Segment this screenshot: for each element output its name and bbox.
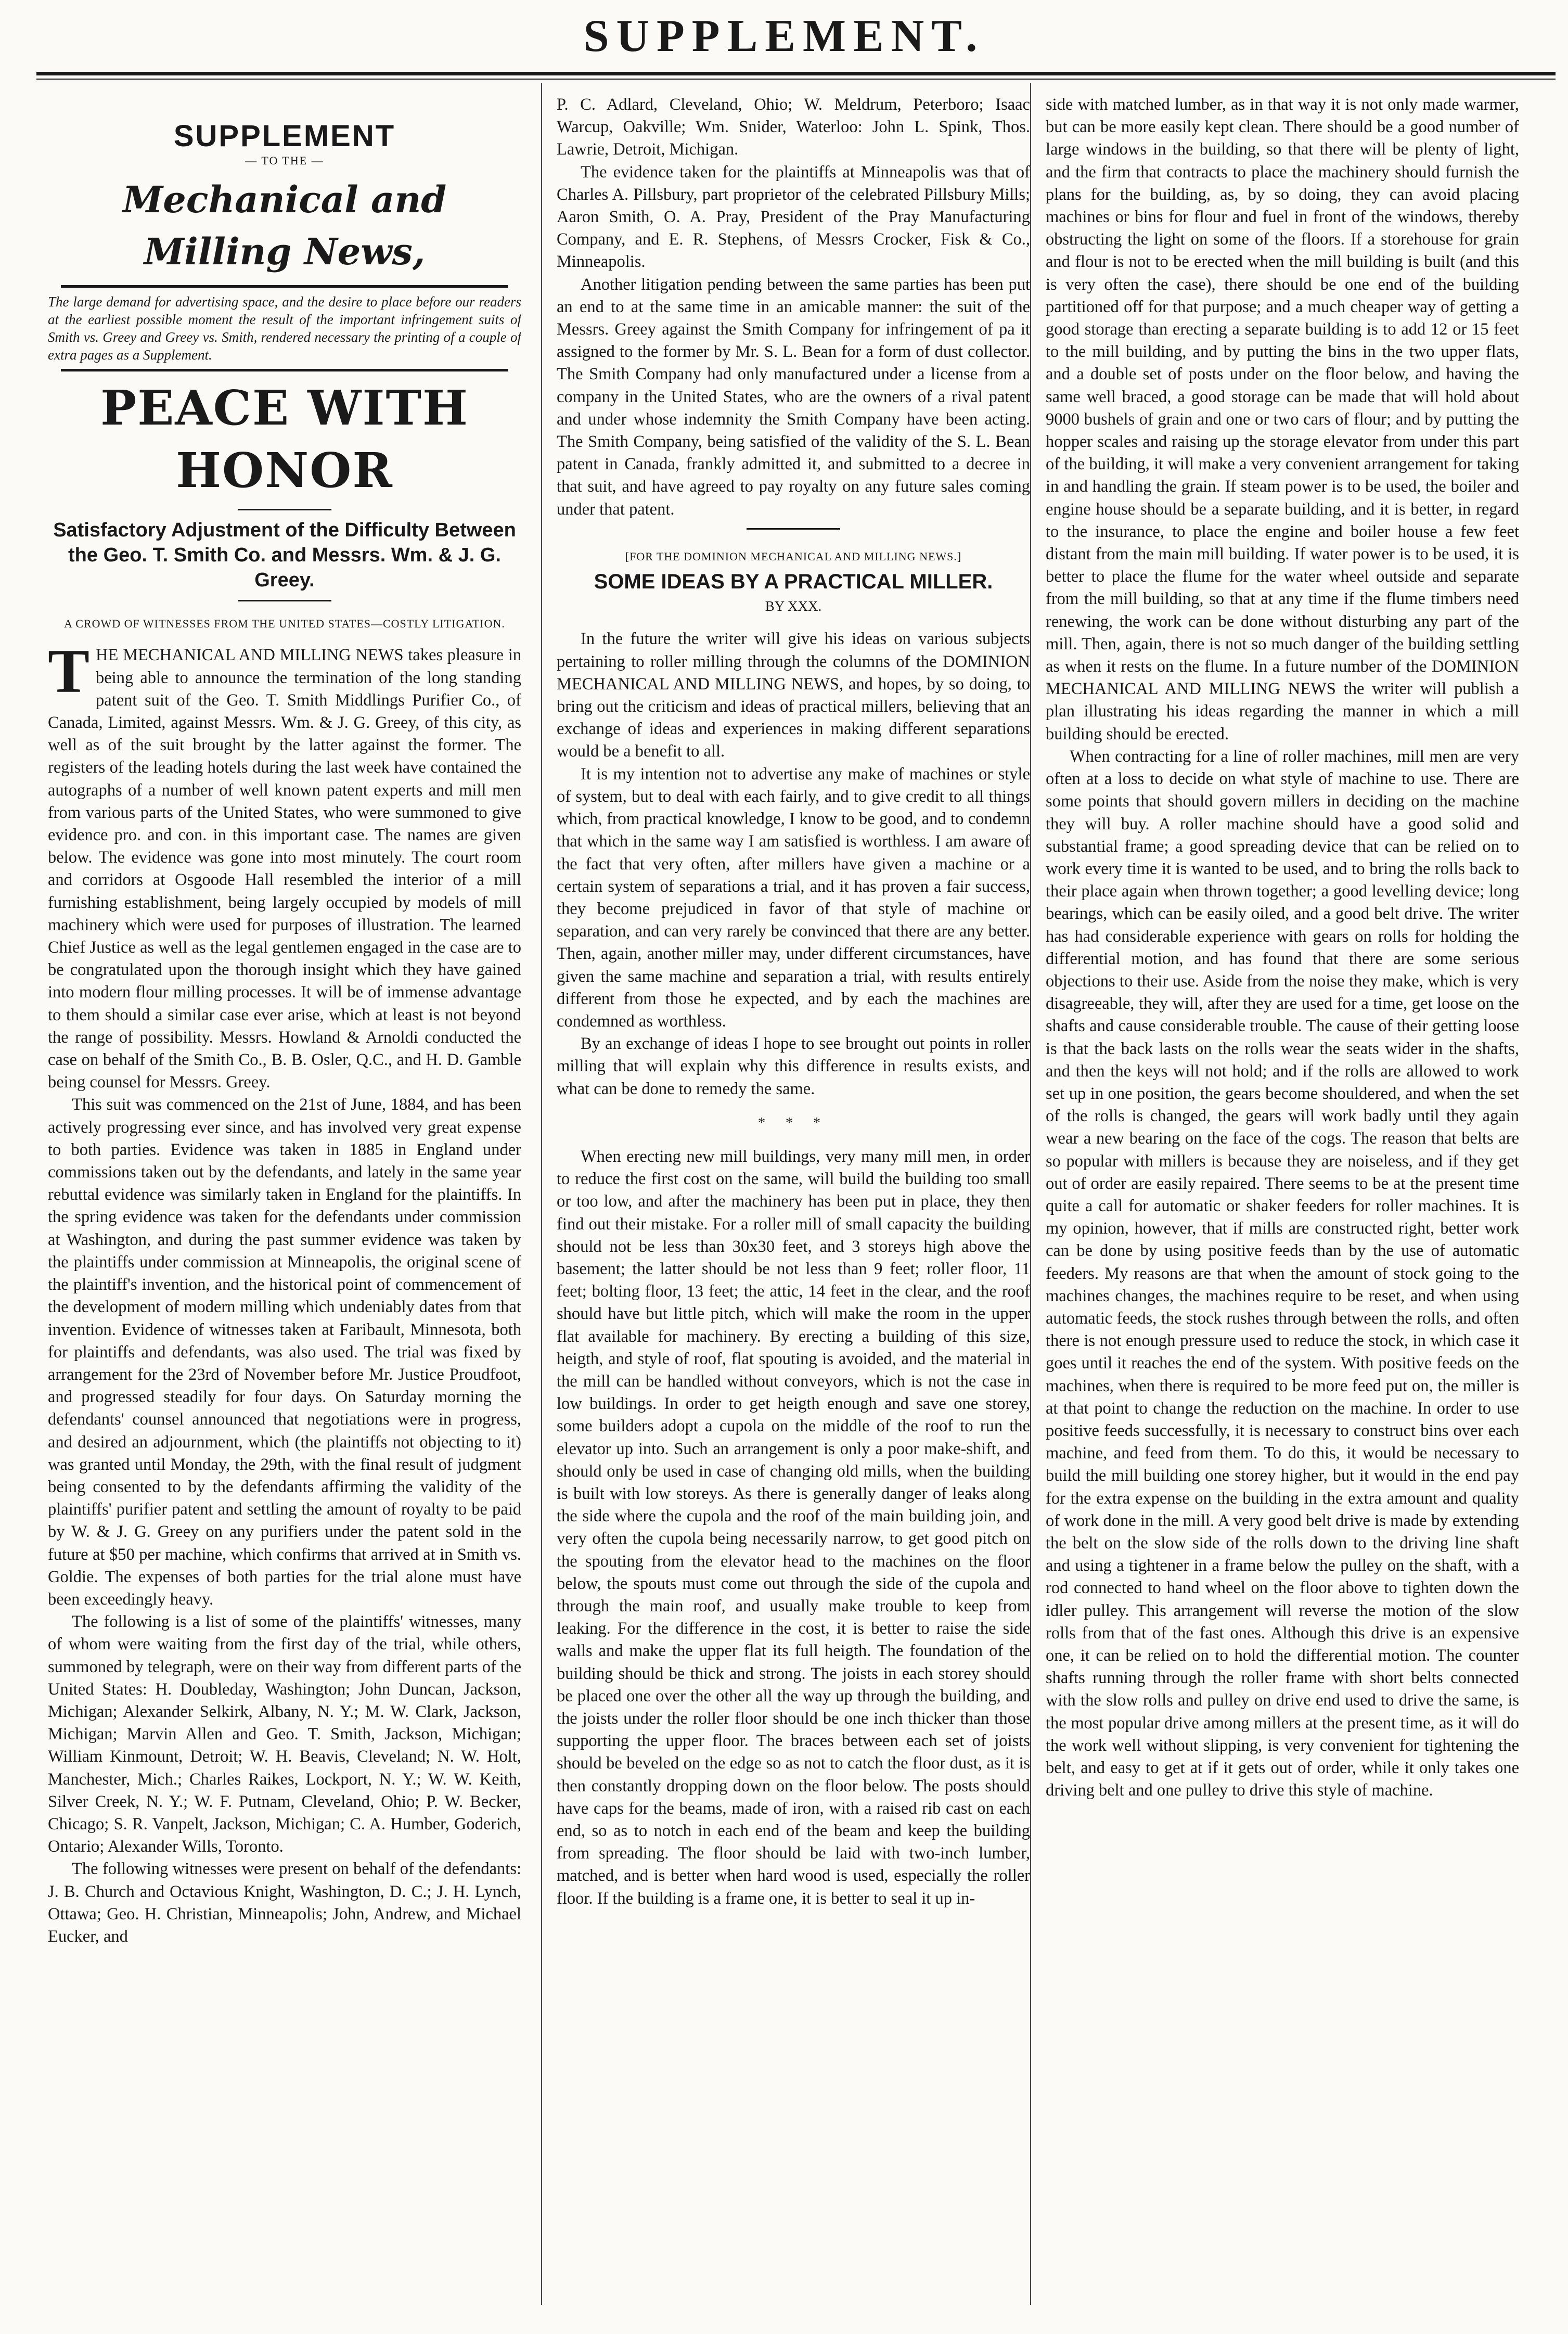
section-deck: A CROWD OF WITNESSES FROM THE UNITED STATES—COSTLY LITIGATION.	[64, 617, 505, 631]
article-paragraph: It is my intention not to advertise any make of machines or style of system, but to deal with each fairly, and to give credit to all things which, from practical knowledge, I know to be good, and to condemn that which in the same way I am satisfied is worthless. I am aware of the fact that very often, after millers have given a machine or a certain system of separations a trial, and it has proven a fair success, they become prejudiced in favor of that style of machine or separation, and can very rarely be convinced that there are any better. Then, again, another miller may, under different circumstances, have given the same machine and separation a trial, with results entirely different from those he expected, and by each the machines are condemned as worthless.	[557, 764, 1030, 1031]
column-divider	[1030, 83, 1031, 2305]
section-break: * * *	[758, 1114, 829, 1131]
divider	[747, 528, 840, 530]
subheadline: Satisfactory Adjustment of the Difficulty Between the Geo. T. Smith Co. and Messrs. Wm. & J. G. Greey.	[53, 519, 516, 592]
article-paragraph: Another litigation pending between the same parties has been put an end to at the same time in an amicable manner: the suit of the Messrs. Greey against the Smith Company for infringement of pa it assigned to the former by Mr. S. L. Bean for a form of dust collector. The Smith Company had only manufactured under a license from a company in the United States, who are the owners of a rival patent and under whose indemnity the Smith Company have been acting. The Smith Company, being satisfied of the validity of the S. L. Bean patent in Canada, frankly admitted it, and submitted to a decree in that suit, and have agreed to pay royalty on any future sales coming under that patent.	[557, 275, 1030, 519]
article-paragraph: side with matched lumber, as in that way it is not only made warmer, but can be more easily kept clean. There should be a good number of large windows in the building, so that there will be plenty of light, and the firm that contracts to place the machinery should furnish the plans for the building, as, by so doing, they can avoid placing machines or bins for flour and fuel in front of the windows, thereby obstructing the light on some of the floors. If a storehouse for grain and flour is not to be erected when the mill building is built (and this is very often the case), there should be one end of the building partitioned off for that purpose; and a much cheaper way of getting a good storage than erecting a separate building is to add 12 or 15 feet to the mill building, and by putting the bins in the two upper flats, and a double set of posts under on the floor below, and having the same well braced, a good storage can be made that will hold about 9000 bushels of grain and one or two cars of flour; and by putting the hopper scales and raising up the storage elevator from under this part of the building, it will make a very convenient arrangement for taking in and handling the grain. If steam power is to be used, the boiler and engine house should be a separate building, and it is better, in regard to the insurance, to place the engine and boiler house a few feet distant from the main mill building. If water power is to be used, it is better to place the flume for the water wheel outside and separate from the mill building, so that at any time if the flume timbers need renewing, the work can be done without disturbing any part of the mill. Then, again, there is not so much danger of the building settling as when it rests on the flume. In a future number of the DOMINION MECHANICAL AND MILLING NEWS the writer will publish a plan illustrating his ideas regarding the manner in which a mill building should be erected.	[1046, 95, 1519, 743]
column-1	[48, 94, 521, 2300]
masthead-rule	[36, 72, 1556, 75]
supplement-notice: The large demand for advertising space, and the desire to place before our readers at the earliest possible moment the result of the important infringement suits of Smith vs. Greey and Greey vs. Smith, rendered necessary the printing of a couple of extra pages as a Supplement.	[48, 294, 521, 363]
headline: PEACE WITH HONOR	[100, 380, 469, 499]
masthead-rule-thin	[36, 79, 1556, 80]
divider	[61, 285, 508, 288]
column-3	[1046, 94, 1519, 2300]
masthead: SUPPLEMENT.	[583, 11, 985, 61]
byline: BY XXX.	[765, 598, 822, 614]
drop-cap: T	[48, 636, 90, 706]
article-paragraph: The following witnesses were present on behalf of the defendants: J. B. Church and Octavious Knight, Washington, D. C.; J. H. Lynch, Ottawa; Geo. H. Christian, Minneapolis; John, Andrew, and Michael Eucker, and	[48, 1859, 521, 1946]
article-paragraph: This suit was commenced on the 21st of June, 1884, and has been actively progressing ever since, and has involved very great expense to both parties. Evidence was taken in 1885 in England under commissions taken out by the defendants, and lately in the same year rebuttal evidence was similarly taken in England for the plaintiffs. In the spring evidence was taken for the defendants under commission at Washington, and during the past summer evidence was taken by the plaintiffs under commission at Minneapolis, the original scene of the plaintiff's invention, and the historical point of commencement of the development of modern milling which undeniably dates from that invention. Evidence of witnesses taken at Faribault, Minnesota, both for plaintiffs and defendants, was also used. The trial was fixed by arrangement for the 23rd of November before Mr. Justice Proudfoot, and progressed steadily for four days. On Saturday morning the defendants' counsel announced that negotiations were in progress, and desired an adjournment, which (the plaintiffs not objecting to it) was granted until Monday, the 29th, with the final result of judgment being consented to by the defendants affirming the validity of the plaintiffs' purifier patent and settling the amount of royalty to be paid by W. & J. G. Greey on any purifiers under the patent sold in the future at $50 per machine, which confirms that arrived at in Smith vs. Goldie. The expenses of both parties for the trial alone must have been exceedingly heavy.	[48, 1095, 521, 1609]
to-the-label: — TO THE —	[245, 154, 324, 168]
divider	[238, 600, 331, 601]
article-paragraph: P. C. Adlard, Cleveland, Ohio; W. Meldrum, Peterboro; Isaac Warcup, Oakville; Wm. Snider, Waterloo: John L. Spink, Thos. Lawrie, Detroit, Michigan.	[557, 95, 1030, 159]
column-divider	[541, 83, 542, 2305]
article-paragraph: By an exchange of ideas I hope to see brought out points in roller milling that will explain why this difference in results exists, and what can be done to remedy the same.	[557, 1034, 1030, 1098]
article-paragraph: The following is a list of some of the plaintiffs' witnesses, many of whom were waiting from the first day of the trial, while others, summoned by telegraph, were on their way from different parts of the United States: H. Doubleday, Washington; John Duncan, Jackson, Michigan; Alexander Selkirk, Albany, N. Y.; M. W. Clark, Jackson, Michigan; Marvin Allen and Geo. T. Smith, Jackson, Michigan; William Kinmount, Detroit; W. H. Beavis, Cleveland; N. W. Holt, Manchester, Mich.; Charles Raikes, Lockport, N. Y.; W. W. Keith, Silver Creek, N. Y.; W. F. Putnam, Cleveland, Ohio; P. W. Becker, Chicago; S. R. Vanpelt, Jackson, Michigan; C. A. Humber, Goderich, Ontario; Alexander Wills, Toronto.	[48, 1612, 521, 1856]
article-paragraph: The evidence taken for the plaintiffs at Minneapolis was that of Charles A. Pillsbury, part proprietor of the celebrated Pillsbury Mills; Aaron Smith, O. A. Pray, President of the Pray Manufacturing Company, and E. R. Stephens, of Messrs Crocker, Fisk & Co., Minneapolis.	[557, 162, 1030, 272]
article-paragraph: When erecting new mill buildings, very many mill men, in order to reduce the first cost on the same, will build the building too small or too low, and after the machinery has been put in place, they then find out their mistake. For a roller mill of small capacity the building should not be less than 30x30 feet, and 3 storeys high above the basement; the latter should be not less than 9 feet; roller floor, 11 feet; bolting floor, 13 feet; the attic, 14 feet in the clear, and the roof should have but little pitch, which will make the room in the upper flat available for machinery. By erecting a building of this size, heigth, and style of roof, flat spouting is avoided, and the material in the mill can be handled without conveyors, which is not the case in low buildings. In order to get heigth enough and save one storey, some builders adopt a cupola on the middle of the roof to run the elevator up into. Such an arrangement is only a poor make-shift, and should only be used in case of changing old mills, when the building is built with low storeys. As there is generally danger of leaks along the side where the cupola and the roof of the main building join, and very often the cupola being necessarily narrow, to get good pitch on the spouting from the elevator head to the machines on the floor below, the spouts must come out through the side of the cupola and through the main roof, and usually make trouble to keep from leaking. For the difference in the cost, it is better to raise the side walls and make the upper flat its full heigth. The foundation of the building should be thick and strong. The joists in each storey should be placed one over the other all the way up through the building, and the joists under the roller floor should be one inch thicker than those supporting the upper floor. The braces between each set of joists should be beveled on the edge so as not to catch the floor dust, as it is then constantly dropping down on the floor below. The posts should have caps for the beams, made of iron, with a raised rib cast on each end, so as to notch in each end of the beam and keep the building from spreading. The floor should be laid with two-inch lumber, matched, and is better when hard wood is used, especially the roller floor. If the building is a frame one, it is better to seal it up in-	[557, 1147, 1030, 1908]
column-2	[557, 94, 1030, 2300]
article-source-line: [FOR THE DOMINION MECHANICAL AND MILLING NEWS.]	[625, 549, 962, 563]
article-paragraph: When contracting for a line of roller machines, mill men are very often at a loss to decide on what style of machine to use. There are some points that should govern millers in deciding on the machine they will buy. A roller machine should have a good solid and substantial frame; a good spreading device that can be relied on to work every time it is wanted to be used, and to bring the rolls back to their place again when thrown together; a good levelling device; long bearings, which can be easily oiled, and a good belt drive. The writer has had considerable experience with gears on rolls for holding the differential motion, and has found that there are some serious objections to their use. Aside from the noise they make, which is very disagreeable, they will, after they are used for a time, get loose on the shafts and cause considerable trouble. The cause of their getting loose is that the back lasts on the rolls wear the seats wider in the shafts, and then the keys will not hold; and if the rolls are allowed to work set up in one position, the gears become shouldered, and when the set of the rolls is changed, the gears will work badly until they again wear a new bearing on the face of the cogs. The reason that belts are so popular with millers is because they are noiseless, and if they get out of order are easily repaired. There seems to be at the present time quite a call for automatic or shaker feeders for roller machines. It is my opinion, however, that if mills are constructed right, better work can be done by using positive feeds than by the use of automatic feeders. My reasons are that when the amount of stock going to the machines changes, the machines require to be reset, and when using automatic feeds, the stock rushes through between the rolls, and often there is not enough pressure used to reduce the stock, in which case it goes until it reaches the end of the system. With positive feeds on the machines, when there is required to be more feed put on, the miller is at that point to change the reduction on the machine. In order to use positive feeds successfully, it is necessary to construct bins over each machine, and feed from them. To do this, it would be necessary to build the mill building one storey higher, but it would in the end pay for the extra expense on the building in the extra amount and quality of work done in the mill. A very good belt drive is made by extending the belt on the slow side of the rolls down to the driving line shaft and using a tightener in a frame below the pulley on the shaft, with a rod connected to hand wheel on the floor above to tighten down the idler pulley. This arrangement will reverse the motion of the slow rolls from that of the fast ones. Although this drive is an expensive one, it can be relied on to hold the differential motion. The counter shafts running through the roller frame with short belts connected with the slow rolls and pulley on drive end used to drive the same, is the most popular drive among millers at the present time, as it will do the work well without slipping, is very convenient for tightening the belt, and easy to get at if it gets out of order, while it only takes one driving belt and one pulley to drive this style of machine.	[1046, 747, 1519, 1800]
article-paragraph: THE MECHANICAL AND MILLING NEWS takes pleasure in being able to announce the termination of the long standing patent suit of the Geo. T. Smith Middlings Purifier Co., of Canada, Limited, against Messrs. Wm. & J. G. Greey, of this city, as well as of the suit brought by the latter against the former. The registers of the leading hotels during the last week have contained the autographs of a number of well known patent experts and mill men from various parts of the United States, who were summoned to give evidence pro. and con. in this important case. The names are given below. The evidence was gone into most minutely. The court room and corridors at Osgoode Hall resembled the interior of a mill furnishing establishment, being largely occupied by models of mill machinery which were used for purposes of illustration. The learned Chief Justice as well as the legal gentlemen engaged in the case are to be congratulated upon the thorough insight which they have gained into modern flour milling processes. It will be of immense advantage to them should a similar case ever arise, which at least is not beyond the range of possibility. Messrs. Howland & Arnoldi conducted the case on behalf of the Smith Co., B. B. Osler, Q.C., and H. D. Gamble being counsel for Messrs. Greey.	[48, 636, 521, 1092]
journal-name: Mechanical and Milling News,	[122, 178, 447, 274]
divider	[238, 509, 331, 510]
supplement-title: SUPPLEMENT	[173, 119, 396, 153]
article-title: SOME IDEAS BY A PRACTICAL MILLER.	[594, 570, 993, 594]
divider	[61, 369, 508, 371]
article-paragraph: In the future the writer will give his ideas on various subjects pertaining to roller milling through the columns of the DOMINION MECHANICAL AND MILLING NEWS, and hopes, by so doing, to bring out the criticism and ideas of practical millers, believing that an exchange of ideas and experiences in making different separations would be a benefit to all.	[557, 630, 1030, 761]
